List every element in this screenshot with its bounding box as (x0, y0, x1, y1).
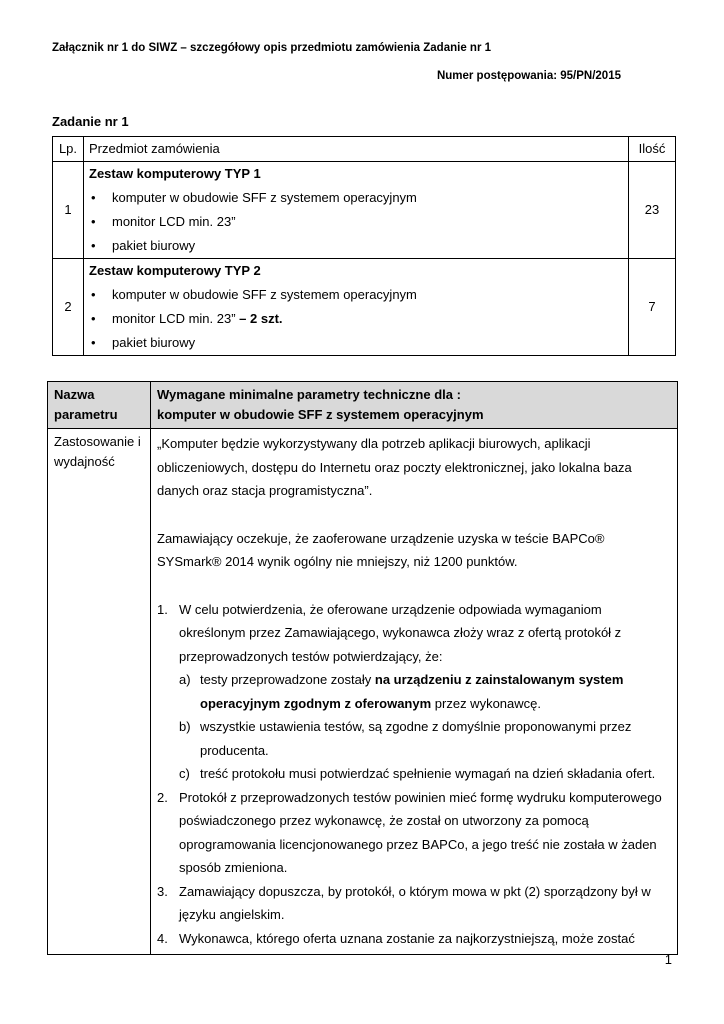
header-param-name: Nazwa parametru (48, 382, 151, 429)
list-item: • monitor LCD min. 23” (89, 210, 628, 234)
sub-list (157, 668, 671, 786)
item-text: Zamawiający dopuszcza, by protokół, o którym mowa w pkt (2) sporządzony był w języku angielskim. (179, 883, 651, 922)
table-row (53, 259, 676, 356)
list-item: • komputer w obudowie SFF z systemem operacyjnym (89, 186, 628, 210)
attachment-header: Załącznik nr 1 do SIWZ – szczegółowy opis przedmiotu zamówienia Zadanie nr 1 (52, 42, 492, 54)
header-subject: Przedmiot zamówienia (84, 137, 629, 162)
requirements-list-cont (157, 786, 671, 951)
row-qty: 7 (629, 259, 676, 356)
row-lp: 1 (53, 162, 84, 259)
list-item: • pakiet biurowy (89, 331, 628, 355)
sub-text-post: przez wykonawcę. (431, 695, 541, 711)
set-title: Zestaw komputerowy TYP 1 (89, 166, 261, 181)
set-items (89, 283, 628, 355)
item-qty-note: – 2 szt. (235, 311, 283, 326)
section-title: Zadanie nr 1 (52, 114, 129, 129)
items-table-header (53, 137, 676, 162)
sub-text-pre: treść protokołu musi potwierdzać spełnienie wymagań na dzień składania ofert. (200, 766, 656, 781)
set-items (89, 186, 628, 258)
sub-letter: a) (179, 672, 191, 687)
items-table (52, 136, 676, 356)
item-number: 3. (157, 883, 168, 899)
row-subject (84, 259, 629, 356)
param-value (151, 429, 678, 955)
header-req-line1: Wymagane minimalne parametry techniczne dla : (157, 387, 461, 402)
list-item (157, 715, 671, 762)
parameters-header (48, 382, 678, 429)
sub-text-bold: na urządzeniu z zainstalowanym system operacyjnym zgodnym z oferowanym (200, 672, 624, 711)
header-req-line2: komputer w obudowie SFF z systemem operacyjnym (157, 407, 484, 422)
row-subject (84, 162, 629, 259)
usage-paragraph: „Komputer będzie wykorzystywany dla potrzeb aplikacji biurowych, aplikacji obliczeniowych, dostępu do Internetu oraz poczty elektronicznej, jako lokalna baza danych oraz stacja programistyczna”. (157, 436, 632, 498)
requirements-list (157, 598, 671, 669)
parameters-table (47, 381, 678, 955)
param-name: Zastosowanie i wydajność (48, 429, 151, 955)
header-lp: Lp. (53, 137, 84, 162)
table-row (53, 162, 676, 259)
list-item (157, 668, 671, 715)
list-item (157, 927, 671, 951)
sub-text-pre: testy przeprowadzone zostały (200, 672, 375, 687)
table-row (48, 429, 678, 955)
list-item (157, 762, 671, 786)
header-requirements (151, 382, 678, 429)
item-number: 1. (157, 601, 168, 617)
item-text: monitor LCD min. 23” (112, 311, 236, 326)
set-title: Zestaw komputerowy TYP 2 (89, 263, 261, 278)
list-item (157, 598, 671, 669)
row-qty: 23 (629, 162, 676, 259)
list-item (89, 307, 628, 331)
sub-letter: b) (179, 719, 191, 734)
list-item (157, 786, 671, 880)
list-item (157, 880, 671, 927)
case-number: Numer postępowania: 95/PN/2015 (436, 70, 621, 82)
row-lp: 2 (53, 259, 84, 356)
item-text: W celu potwierdzenia, że oferowane urządzenie odpowiada wymaganiom określonym przez Zamawiającego, wykonawca złoży wraz z ofertą protokół z przeprowadzonych testów potwierdzający, że: (179, 601, 622, 664)
item-text: Wykonawca, którego oferta uznana zostanie za najkorzystniejszą, może zostać (179, 930, 635, 946)
list-item: • pakiet biurowy (89, 234, 628, 258)
item-number: 2. (157, 789, 168, 805)
header-qty: Ilość (629, 137, 676, 162)
sub-letter: c) (179, 766, 190, 781)
list-item: • komputer w obudowie SFF z systemem operacyjnym (89, 283, 628, 307)
page-number: 1 (664, 952, 672, 967)
benchmark-paragraph: Zamawiający oczekuje, że zaoferowane urządzenie uzyska w teście BAPCo® SYSmark® 2014 wynik ogólny nie mniejszy, niż 1200 punktów. (157, 530, 605, 569)
item-text: Protokół z przeprowadzonych testów powinien mieć formę wydruku komputerowego poświadczonego przez wykonawcę, że został on utworzony za pomocą oprogramowania licencjonowanego przez BAPCo, a jego treść nie została w żaden sposób zmieniona. (179, 789, 662, 875)
item-number: 4. (157, 930, 168, 946)
sub-text-pre: wszystkie ustawienia testów, są zgodne z domyślnie proponowanymi przez producenta. (200, 719, 632, 758)
